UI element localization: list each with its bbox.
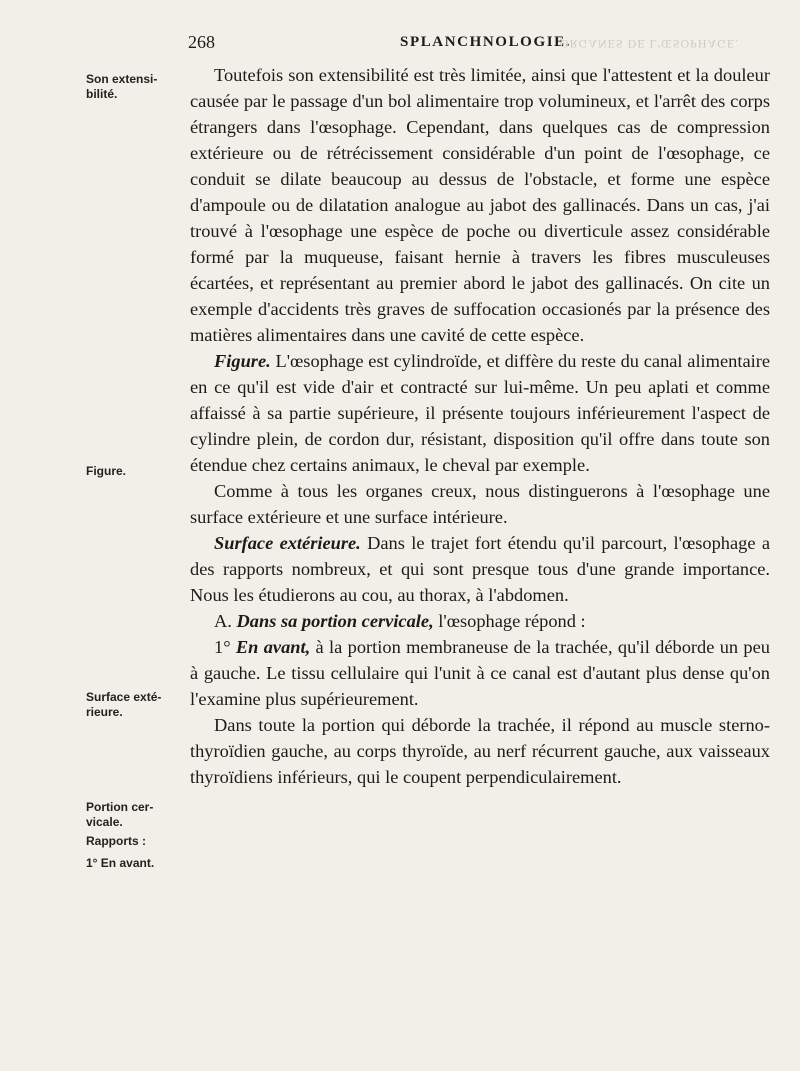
show-through-text: ORGANES DE L'ŒSOPHAGE. xyxy=(560,37,740,51)
margin-note-en-avant: 1° En avant. xyxy=(86,856,155,870)
en-avant-prefix: 1° xyxy=(214,637,236,657)
paragraph-organes-creux: Comme à tous les organes creux, nous distinguerons à l'œsophage une surface extérieure et une surface intérieure. xyxy=(190,481,770,527)
en-avant-text: à la portion membraneuse de la trachée, qu'il déborde un peu à gauche. Le tissu cellulaire qui l'unit à ce canal est d'autant plus dense qu'on l'examine plus supérieurement. xyxy=(190,637,770,709)
surface-text: Dans le trajet fort étendu qu'il parcourt, l'œsophage a des rapports nombreux, et qui sont presque tous d'une grande importance. Nous les étudierons au cou, au thorax, à l'abdomen. xyxy=(190,533,770,605)
portion-text: l'œsophage répond : xyxy=(433,611,586,631)
margin-note-surface: Surface exté-rieure. xyxy=(86,690,162,719)
margin-note-rapports: Rapports : xyxy=(86,834,146,848)
paragraph-en-avant xyxy=(190,634,770,712)
en-avant-heading: En avant, xyxy=(235,637,311,657)
paragraph-surface xyxy=(190,530,770,608)
margin-note-figure: Figure. xyxy=(86,464,127,478)
paragraph-portion-cervicale xyxy=(190,608,770,634)
paragraph-trachee: Dans toute la portion qui déborde la trachée, il répond au muscle sterno-thyroïdien gauche, au corps thyroïde, au nerf récurrent gauche, aux vaisseaux thyroïdiens inférieurs, qui le coupent perpendiculairement. xyxy=(190,715,770,787)
portion-prefix: A. xyxy=(214,611,237,631)
running-header xyxy=(0,32,800,58)
running-title: SPLANCHNOLOGIE. xyxy=(400,34,572,50)
figure-heading: Figure. xyxy=(214,351,271,371)
portion-heading: Dans sa portion cervicale, xyxy=(236,611,434,631)
paragraph-extensibilite: Toutefois son extensibilité est très limitée, ainsi que l'attestent et la douleur causée par le passage d'un bol alimentaire trop volumineux, et l'arrêt des corps étrangers dans l'œsophage. Cependant, dans quelques cas de compression extérieure ou de rétrécissement considérable d'un point de l'œsophage, ce conduit se dilate beaucoup au dessus de l'obstacle, et forme une espèce d'ampoule ou de dilatation analogue au jabot des gallinacés. Dans un cas, j'ai trouvé à l'œsophage une espèce de poche ou diverticule assez considérable formé par la muqueuse, faisant hernie à travers les fibres musculeuses écartées, et représentant au premier abord le jabot des gallinacés. On cite un exemple d'accidents très graves de suffocation occasionés par la présence des matières alimentaires dans une cavité de cette espèce. xyxy=(190,65,770,345)
figure-text: L'œsophage est cylindroïde, et diffère du reste du canal alimentaire en ce qu'il est vide d'air et contracté sur lui-même. Un peu aplati et comme affaissé à sa partie supérieure, il présente toujours inférieurement l'aspect de cylindre plein, de cordon dur, résistant, disposition qu'il offre dans toute son étendue chez certains animaux, le cheval par exemple. xyxy=(190,351,770,475)
surface-heading: Surface extérieure. xyxy=(214,533,361,553)
paragraph-figure xyxy=(190,348,770,478)
page-number: 268 xyxy=(188,32,215,52)
main-text xyxy=(190,62,770,790)
margin-note-extensibilite: Son extensi-bilité. xyxy=(86,72,158,101)
margin-note-portion-cervicale: Portion cer-vicale. xyxy=(86,800,154,829)
